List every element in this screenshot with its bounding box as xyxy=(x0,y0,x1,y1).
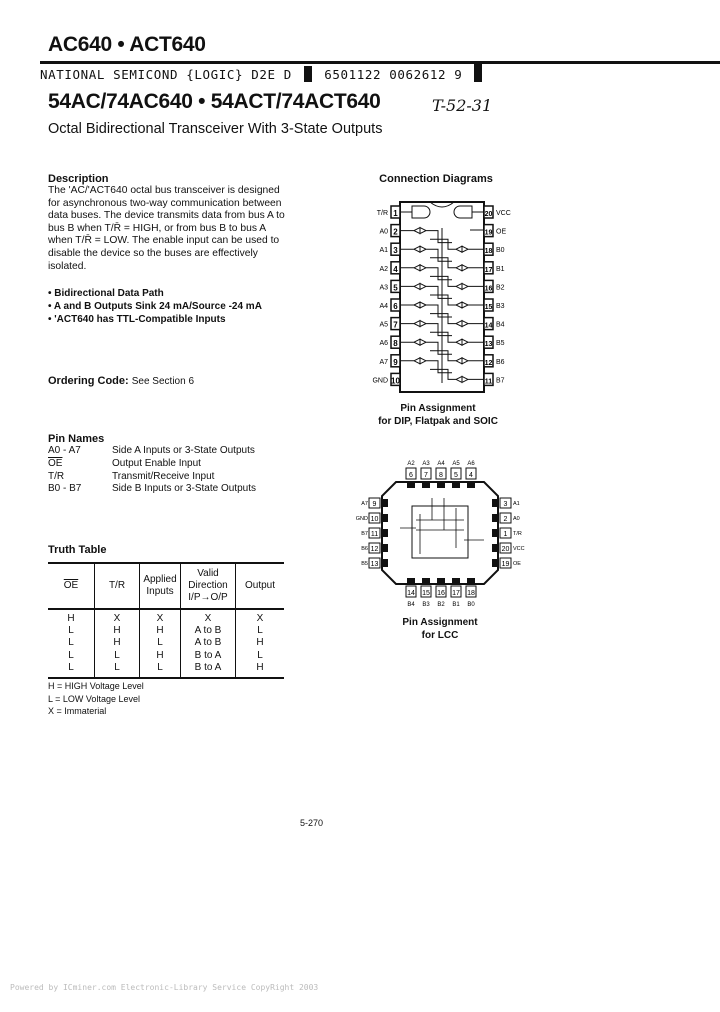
pad xyxy=(382,559,388,567)
truth-row: H X X X X xyxy=(48,609,284,625)
pin-number: 3 xyxy=(393,246,398,256)
pin-number: 12 xyxy=(484,359,493,367)
pad xyxy=(382,529,388,537)
truth-table: $\overline{OE}$ T/R Applied Inputs Valid Direction I/P→O/P Output H X X X X L H H A to B L L H L A to B H L L H B to A L L L L B to A H xyxy=(48,562,284,679)
pin-number: 19 xyxy=(484,229,493,237)
pin-number: 19 xyxy=(501,561,510,568)
pin-label: OE xyxy=(496,228,507,236)
pin-label: B7 xyxy=(361,531,368,537)
truth-table-heading: Truth Table xyxy=(48,544,107,556)
pin-label: A6 xyxy=(467,461,475,467)
pin-row: $\overline{OE}$ Output Enable Input xyxy=(48,457,201,469)
pin-number: 13 xyxy=(370,561,379,568)
pin-label: B3 xyxy=(496,303,505,310)
pin-number: 10 xyxy=(370,516,379,523)
pin-number: 10 xyxy=(391,376,400,386)
subtitle: Octal Bidirectional Transceiver With 3-State Outputs xyxy=(48,121,383,137)
pin-number: 15 xyxy=(484,304,493,311)
pin-label: B7 xyxy=(496,377,505,385)
pin-label: A2 xyxy=(379,265,388,273)
pin-number: 1 xyxy=(503,531,508,538)
pin-label: B5 xyxy=(361,561,368,567)
dip-diagram xyxy=(360,198,520,394)
buffer-symbol xyxy=(400,358,452,373)
buffer-symbol xyxy=(400,265,452,280)
pin-number: 17 xyxy=(484,266,493,274)
pin-label: A1 xyxy=(379,247,388,255)
pad xyxy=(437,578,445,584)
pin-label: A5 xyxy=(452,461,460,467)
pin-label: B0 xyxy=(467,602,475,608)
stamp-code: 6501122 0062612 9 xyxy=(324,67,463,82)
stamp-text: NATIONAL SEMICOND {LOGIC} D2E D xyxy=(40,67,292,82)
feature-item: • 'ACT640 has TTL-Compatible Inputs xyxy=(48,314,226,325)
pin-label: A4 xyxy=(379,303,388,310)
truth-row: L L L B to A H xyxy=(48,662,284,678)
pin-number: 16 xyxy=(437,590,445,597)
pin-label: B0 xyxy=(496,247,505,255)
pad xyxy=(492,499,498,507)
pin-label: A0 xyxy=(513,516,520,522)
pin-number: 17 xyxy=(452,590,460,597)
pin-number: 3 xyxy=(503,501,508,508)
pad xyxy=(382,544,388,552)
pin-label: B6 xyxy=(496,358,505,366)
pin-number: 9 xyxy=(372,501,377,508)
stamp-bar xyxy=(304,66,312,82)
description-section xyxy=(48,173,293,273)
description-text: The 'AC/'ACT640 octal bus transceiver is designed for asynchronous two-way communication between data buses. The device transmits data from bus A to bus B when T/R̄ = HIGH, or from bus B to bus A when T/R̄ = LOW. The enable input can be used to disable the device so the buses are effectively isolated. xyxy=(48,185,285,272)
pin-label: A5 xyxy=(379,321,388,329)
ordering-value: See Section 6 xyxy=(131,376,194,387)
pin-number: 4 xyxy=(469,472,473,479)
pin-number: 5 xyxy=(454,472,458,479)
pad xyxy=(382,514,388,522)
pin-number: 1 xyxy=(393,209,398,218)
truth-row: L H H A to B L xyxy=(48,625,284,637)
pin-number: 8 xyxy=(439,472,443,479)
pad xyxy=(492,514,498,522)
pin-number: 2 xyxy=(393,227,398,237)
pin-label: VCC xyxy=(496,210,511,217)
pin-label: B3 xyxy=(422,602,430,608)
pad xyxy=(467,482,475,488)
pin-label: GND xyxy=(372,377,388,385)
pin-label: B2 xyxy=(496,284,505,292)
pin-number: 9 xyxy=(393,357,398,367)
lcc-caption: Pin Assignment for LCC xyxy=(402,617,478,641)
pin-number: 2 xyxy=(503,516,508,523)
pin-number: 12 xyxy=(370,546,379,553)
doc-title: AC640 • ACT640 xyxy=(48,33,206,56)
pin-row: B0 - B7 Side B Inputs or 3-State Outputs xyxy=(48,483,256,495)
pin-number: 6 xyxy=(409,472,413,479)
pin-label: GND xyxy=(355,516,368,522)
stamp-bar xyxy=(474,64,482,82)
feature-item: • Bidirectional Data Path xyxy=(48,288,164,299)
pin-row: A0 - A7 Side A Inputs or 3-State Outputs xyxy=(48,445,255,456)
buffer-symbol xyxy=(400,228,452,243)
pin-number: 20 xyxy=(484,211,493,218)
pin-label: T/R xyxy=(376,210,388,217)
pin-number: 7 xyxy=(393,320,398,330)
pin-number: 4 xyxy=(393,264,398,274)
pin-label: A7 xyxy=(361,501,368,507)
dip-caption: Pin Assignment for DIP, Flatpak and SOIC xyxy=(378,403,498,427)
pin-number: 13 xyxy=(484,341,493,349)
pin-label: B2 xyxy=(437,602,445,608)
buffer-symbol xyxy=(400,321,452,336)
gate-symbol xyxy=(412,206,472,218)
feature-item: • A and B Outputs Sink 24 mA/Source -24 mA xyxy=(48,301,262,312)
pad xyxy=(422,482,430,488)
buffer-symbol xyxy=(400,283,452,298)
truth-row: L L H B to A L xyxy=(48,650,284,662)
feature-list xyxy=(48,287,262,326)
pin-label: B6 xyxy=(361,546,368,552)
pin-number: 11 xyxy=(484,378,493,386)
part-numbers: 54AC/74AC640 • 54ACT/74ACT640 xyxy=(48,90,381,113)
pin-row: T/R Transmit/Receive Input xyxy=(48,470,215,482)
handwritten-note: T-52-31 xyxy=(432,96,493,115)
pad xyxy=(467,578,475,584)
pin-number: 6 xyxy=(393,302,398,311)
pin-label: A1 xyxy=(513,501,520,507)
pad xyxy=(407,482,415,488)
pin-number: 20 xyxy=(501,546,510,553)
pin-label: B5 xyxy=(496,340,505,348)
pin-label: VCC xyxy=(513,546,525,552)
pad xyxy=(452,482,460,488)
pin-names-section xyxy=(48,433,256,496)
wire xyxy=(400,212,484,383)
pin-number: 5 xyxy=(393,283,398,293)
buffer-symbol xyxy=(400,302,452,317)
pin-label: T/R xyxy=(513,531,522,537)
pad xyxy=(437,482,445,488)
ordering-label: Ordering Code: xyxy=(48,375,129,387)
pin-label: B1 xyxy=(496,265,505,273)
pin-number: 16 xyxy=(484,285,493,293)
pin-label: B4 xyxy=(496,321,505,329)
buffer-symbol xyxy=(400,246,452,261)
pin-number: 14 xyxy=(407,590,415,597)
pin-number: 8 xyxy=(393,339,398,349)
pad xyxy=(452,578,460,584)
pad xyxy=(382,499,388,507)
pin-label: A7 xyxy=(379,358,388,366)
pin-label: B4 xyxy=(407,602,415,608)
truth-row: L H L A to B H xyxy=(48,637,284,649)
pin-label: A2 xyxy=(407,461,415,467)
pad xyxy=(422,578,430,584)
lcc-body xyxy=(382,482,498,584)
pad xyxy=(492,544,498,552)
pad xyxy=(492,559,498,567)
pin-names-heading: Pin Names xyxy=(48,433,105,445)
pin-label: OE xyxy=(513,561,521,567)
connection-diagrams-heading: Connection Diagrams xyxy=(379,173,493,185)
pin-label: A4 xyxy=(437,461,445,467)
pin-label: A0 xyxy=(379,228,388,236)
pin-label: A3 xyxy=(379,284,388,292)
pin-number: 15 xyxy=(422,590,430,597)
page-number: 5-270 xyxy=(300,818,324,828)
lcc-diagram xyxy=(355,458,525,608)
pad xyxy=(492,529,498,537)
scan-stamp xyxy=(40,64,482,82)
pin-label: B1 xyxy=(452,602,460,608)
pin-label: A6 xyxy=(379,340,388,348)
description-heading: Description xyxy=(48,173,109,185)
pin-number: 11 xyxy=(370,531,379,538)
pin-number: 18 xyxy=(467,590,475,597)
truth-legend: H = HIGH Voltage Level L = LOW Voltage Level X = Immaterial xyxy=(48,681,144,716)
pad xyxy=(407,578,415,584)
pin-label: A3 xyxy=(422,461,430,467)
pin-number: 18 xyxy=(484,248,493,256)
truth-table-section xyxy=(48,544,284,679)
footer: Powered by ICminer.com Electronic-Library Service CopyRight 2003 xyxy=(10,983,319,992)
pin-number: 7 xyxy=(424,472,428,479)
buffer-symbol xyxy=(400,339,452,354)
ordering-code xyxy=(48,375,194,387)
pin-number: 14 xyxy=(484,322,493,330)
